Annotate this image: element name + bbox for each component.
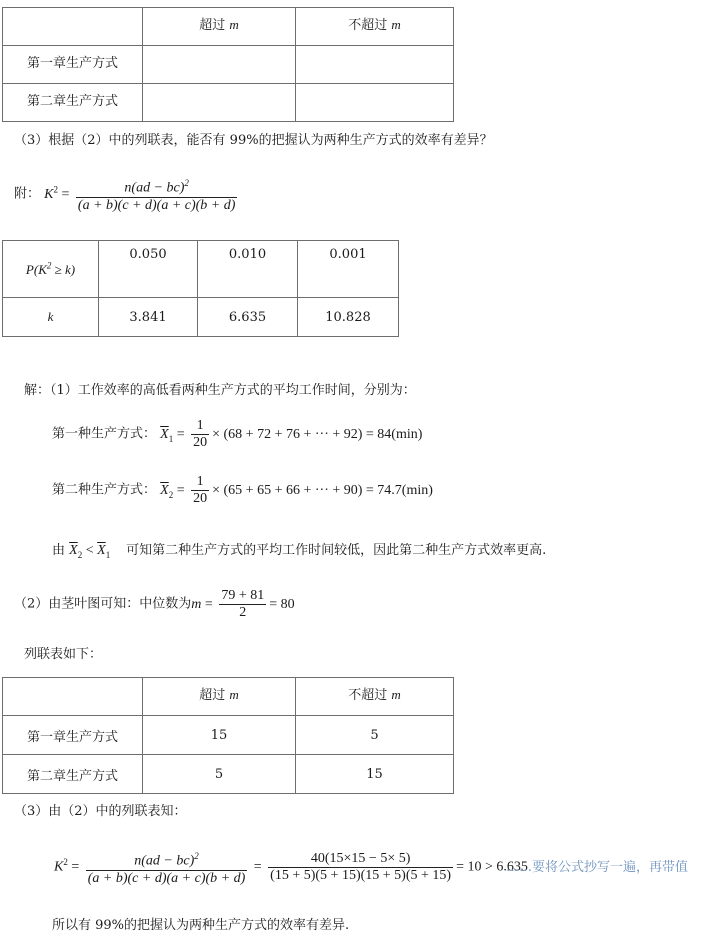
frac-den: 20 (193, 435, 208, 450)
numerator-exp: 2 (194, 851, 199, 861)
header-var: m (391, 687, 401, 702)
formula-lhs-exp: 2 (63, 856, 68, 867)
table-cell (143, 84, 296, 122)
formula-lhs-exp: 2 (53, 183, 58, 194)
appendix-formula: 附： $K^2$ = $\frac{n(ad - bc)^2}{(a + b)(c + d)(a + c)(b + d)}$ (14, 175, 240, 214)
table-header-empty (3, 8, 143, 46)
formula-fraction (86, 848, 248, 887)
part3-intro: （3）由（2）中的列联表知： (14, 804, 187, 819)
numerator-exp: 2 (184, 178, 189, 188)
frac-den: 2 (239, 605, 247, 620)
method1-mean: 第一种生产方式： $\overline{X}_1$ = $\frac{1}{20}$ × (68 + 72 + 76 + ··· + 92) = 84(min) (52, 418, 423, 450)
critical-value-table (2, 240, 399, 337)
conclusion-text: 可知第二种生产方式的平均工作时间较低，因此第二种生产方式效率更高. (126, 543, 547, 558)
formula-lhs: K (54, 859, 64, 875)
median-var: m (191, 596, 202, 612)
p-label-prefix: P( (25, 261, 39, 277)
table-row (3, 755, 454, 794)
substituted-denominator: (15 + 5)(5 + 15)(15 + 5)(5 + 15) (270, 867, 452, 883)
table-intro: 列联表如下： (24, 647, 103, 662)
mean-var: $\overline{X}$ (69, 543, 78, 558)
table-header-exceed (143, 8, 296, 46)
table-header-empty (3, 678, 143, 716)
k-value: 6.635 (198, 298, 298, 337)
mean-var: $\overline{X}$ (160, 426, 169, 442)
formula-fraction (76, 175, 238, 214)
fraction (191, 418, 209, 451)
frac-num: 79 + 81 (221, 588, 265, 603)
header-text: 超过 (199, 688, 230, 703)
p-value: 0.050 (99, 241, 198, 298)
header-var: m (229, 17, 239, 32)
median-line (14, 588, 295, 621)
table-cell: 5 (143, 755, 296, 794)
p-label-exp: 2 (46, 260, 52, 271)
method1-expr: × (68 + 72 + 76 + ··· + 92) = 84(min) (212, 426, 423, 442)
table-cell: 5 (296, 716, 454, 755)
row-label: 第一章生产方式 (3, 46, 143, 84)
mean-sub: 2 (77, 549, 83, 560)
header-var: m (229, 687, 239, 702)
substituted-numerator: 40(15×15 − 5× 5) (268, 851, 453, 868)
k-squared-computation: $K^2$ = $\frac{n(ad - bc)^2}{(a + b)(c + d)(a + c)(b + d)}$ = $\frac{40(15\times 15 - 5\times 5)}{(15 + 5)(5 + 15)(15 + 5)(5 + 15)}$ = 10 > 6.635 (54, 848, 528, 887)
conclusion-1 (52, 539, 546, 560)
table-cell (296, 84, 454, 122)
appendix-label: 附： (14, 186, 41, 202)
contingency-table-blank (2, 7, 454, 122)
header-text: 不超过 (348, 18, 392, 33)
row-label: 第一章生产方式 (3, 716, 143, 755)
mean-var: $\overline{X}$ (97, 543, 106, 558)
header-var: m (391, 17, 401, 32)
p-value: 0.001 (298, 241, 399, 298)
formula-lhs: K (44, 186, 54, 202)
table-row (3, 84, 454, 122)
formula-numerator: n(ad − bc) (124, 180, 185, 196)
method2-label: 第二种生产方式： (52, 482, 157, 498)
frac-num: 1 (191, 418, 209, 435)
fraction (219, 588, 266, 621)
table-header-exceed (143, 678, 296, 716)
mean-sub: 1 (168, 433, 174, 444)
table-cell: 15 (296, 755, 454, 794)
mean-sub: 1 (105, 549, 111, 560)
table-row (3, 46, 454, 84)
table-header-not-exceed (296, 8, 454, 46)
table-row (3, 716, 454, 755)
header-text: 不超过 (348, 688, 392, 703)
final-conclusion: 所以有 99%的把握认为两种生产方式的效率有差异. (52, 918, 350, 933)
p-label-rest: ≥ k) (51, 261, 76, 277)
k-value: 10.828 (298, 298, 399, 337)
conclusion-prefix: 由 (52, 543, 66, 558)
annotation-note: ……要将公式抄写一遍，再带值 (506, 860, 689, 875)
k-squared-result: = 10 > 6.635 (456, 859, 528, 875)
frac-den: 20 (193, 491, 208, 506)
row-label: 第二章生产方式 (3, 84, 143, 122)
p-label-k: K (38, 261, 47, 277)
fraction (191, 474, 209, 507)
method2-expr: × (65 + 65 + 66 + ··· + 90) = 74.7(min) (212, 482, 433, 498)
table-header-not-exceed (296, 678, 454, 716)
method2-mean: 第二种生产方式： $\overline{X}_2$ = $\frac{1}{20}$ × (65 + 65 + 66 + ··· + 90) = 74.7(min) (52, 474, 433, 506)
row-label-p (3, 241, 99, 298)
solution-part1-intro: 解：（1）工作效率的高低看两种生产方式的平均工作时间，分别为： (24, 383, 416, 398)
formula-denominator: (a + b)(c + d)(a + c)(b + d) (87, 870, 246, 886)
equals: = (201, 596, 217, 612)
row-label-k: k (3, 298, 99, 337)
formula-numerator: n(ad − bc) (134, 853, 195, 869)
question-3: （3）根据（2）中的列联表，能否有 99%的把握认为两种生产方式的效率有差异？ (14, 133, 493, 148)
k-value: 3.841 (99, 298, 198, 337)
mean-var: $\overline{X}$ (160, 482, 169, 498)
mean-sub: 2 (168, 489, 174, 500)
frac-num: 1 (191, 474, 209, 491)
table-cell: 15 (143, 716, 296, 755)
less-than: < (82, 543, 98, 558)
table-cell (296, 46, 454, 84)
median-result: = 80 (269, 596, 295, 612)
substituted-fraction (268, 851, 453, 884)
header-text: 超过 (199, 18, 230, 33)
table-cell (143, 46, 296, 84)
formula-denominator: (a + b)(c + d)(a + c)(b + d) (77, 197, 236, 213)
p-value: 0.010 (198, 241, 298, 298)
contingency-table-filled (2, 677, 454, 794)
row-label: 第二章生产方式 (3, 755, 143, 794)
median-text: （2）由茎叶图可知：中位数为 (14, 596, 192, 612)
method1-label: 第一种生产方式： (52, 426, 157, 442)
